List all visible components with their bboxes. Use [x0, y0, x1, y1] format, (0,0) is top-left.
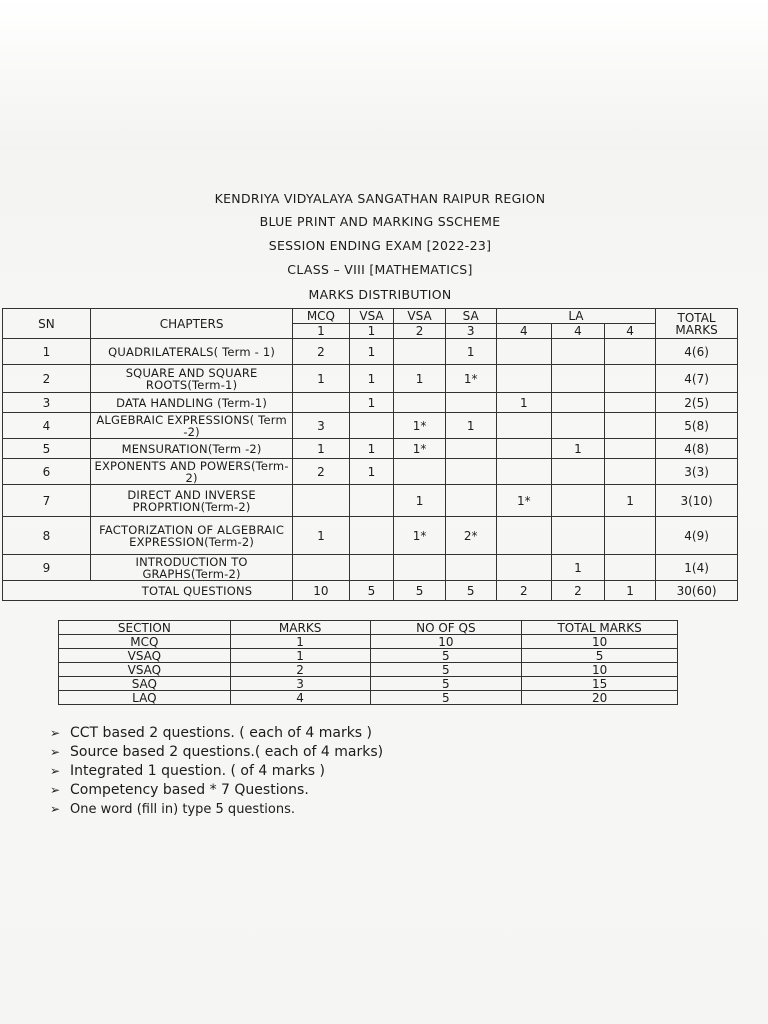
count-cell [551, 413, 604, 439]
row-sn: 2 [3, 365, 91, 393]
count-cell [605, 339, 656, 365]
summary-row [59, 691, 678, 705]
marks-cell: 2 [394, 324, 445, 339]
count-cell [496, 339, 551, 365]
count-cell [349, 517, 394, 555]
count-cell: 1 [605, 485, 656, 517]
chapter-row [3, 439, 738, 459]
count-cell: 1 [293, 365, 349, 393]
count-cell [551, 485, 604, 517]
count-cell: 1 [551, 439, 604, 459]
totals-label: TOTAL QUESTIONS [3, 581, 293, 601]
summary-cell: 4 [230, 691, 370, 705]
count-cell: 1 [349, 339, 394, 365]
chapter-name: QUADRILATERALS( Term - 1) [90, 339, 292, 365]
row-sn: 4 [3, 413, 91, 439]
marks-cell: 4 [605, 324, 656, 339]
count-cell [605, 365, 656, 393]
table-caption: MARKS DISTRIBUTION [308, 287, 452, 302]
summary-cell: 5 [370, 663, 522, 677]
count-cell [394, 459, 445, 485]
count-cell [496, 439, 551, 459]
chapter-name: SQUARE AND SQUARE ROOTS(Term-1) [90, 365, 292, 393]
count-cell [551, 517, 604, 555]
summary-cell: 20 [522, 691, 678, 705]
note-item [50, 762, 383, 781]
total-count-cell: 5 [349, 581, 394, 601]
summary-col-count: NO OF QS [370, 621, 522, 635]
row-total: 5(8) [656, 413, 738, 439]
note-item [50, 781, 383, 800]
count-cell [394, 339, 445, 365]
marks-cell: 4 [496, 324, 551, 339]
row-sn: 9 [3, 555, 91, 581]
count-cell: 1* [394, 439, 445, 459]
count-cell: 1* [445, 365, 496, 393]
summary-cell: 5 [370, 649, 522, 663]
summary-col-marks: MARKS [230, 621, 370, 635]
count-cell [605, 393, 656, 413]
row-total: 1(4) [656, 555, 738, 581]
count-cell [551, 459, 604, 485]
chapter-name: ALGEBRAIC EXPRESSIONS( Term -2) [90, 413, 292, 439]
count-cell [445, 393, 496, 413]
count-cell: 1 [349, 459, 394, 485]
header-row [3, 309, 738, 324]
count-cell: 2* [445, 517, 496, 555]
count-cell [445, 555, 496, 581]
count-cell: 1 [394, 365, 445, 393]
summary-cell: 2 [230, 663, 370, 677]
marks-distribution-table [2, 308, 738, 601]
count-cell [496, 459, 551, 485]
note-text: Integrated 1 question. ( of 4 marks ) [70, 763, 326, 779]
col-vsa-1: VSA [349, 309, 394, 324]
chapter-name: DIRECT AND INVERSE PROPRTION(Term-2) [90, 485, 292, 517]
page-shadow [0, 0, 768, 150]
summary-row [59, 663, 678, 677]
count-cell [605, 555, 656, 581]
chapter-row [3, 339, 738, 365]
summary-cell: 5 [370, 677, 522, 691]
row-total: 2(5) [656, 393, 738, 413]
class-subject: CLASS – VIII [MATHEMATICS] [287, 262, 473, 277]
exam-session: SESSION ENDING EXAM [2022-23] [268, 238, 492, 253]
row-sn: 7 [3, 485, 91, 517]
note-text: CCT based 2 questions. ( each of 4 marks ) [70, 725, 373, 741]
note-text: Competency based * 7 Questions. [70, 782, 309, 798]
count-cell [496, 517, 551, 555]
chapter-row [3, 365, 738, 393]
chapter-name: FACTORIZATION OF ALGEBRAIC EXPRESSION(Term-2) [90, 517, 292, 555]
count-cell: 2 [293, 339, 349, 365]
note-item [50, 724, 383, 743]
row-total: 3(10) [656, 485, 738, 517]
count-cell [605, 459, 656, 485]
count-cell [293, 555, 349, 581]
row-sn: 3 [3, 393, 91, 413]
section-summary-table [58, 620, 678, 705]
count-cell [605, 439, 656, 459]
summary-cell: 10 [522, 635, 678, 649]
count-cell [445, 459, 496, 485]
count-cell: 1* [394, 413, 445, 439]
col-total: TOTAL MARKS [656, 309, 738, 339]
total-count-cell: 1 [605, 581, 656, 601]
arrow-bullet-icon: ➢ [50, 802, 61, 816]
col-sn: SN [3, 309, 91, 339]
total-count-cell: 5 [445, 581, 496, 601]
row-total: 4(8) [656, 439, 738, 459]
summary-header-row [59, 621, 678, 635]
count-cell [293, 393, 349, 413]
count-cell [293, 485, 349, 517]
grand-total: 30(60) [656, 581, 738, 601]
summary-cell: MCQ [59, 635, 231, 649]
totals-row [3, 581, 738, 601]
chapter-row [3, 393, 738, 413]
count-cell: 1 [445, 413, 496, 439]
chapter-name: INTRODUCTION TO GRAPHS(Term-2) [90, 555, 292, 581]
note-text: One word (fill in) type 5 questions. [70, 802, 296, 817]
summary-cell: 15 [522, 677, 678, 691]
summary-cell: 10 [522, 663, 678, 677]
summary-row [59, 649, 678, 663]
chapter-row [3, 517, 738, 555]
arrow-bullet-icon: ➢ [50, 726, 61, 740]
count-cell: 1 [293, 517, 349, 555]
count-cell: 1 [551, 555, 604, 581]
summary-cell: 1 [230, 649, 370, 663]
count-cell: 1 [496, 393, 551, 413]
row-total: 4(7) [656, 365, 738, 393]
note-item [50, 743, 383, 762]
note-item [50, 800, 383, 819]
summary-cell: 1 [230, 635, 370, 649]
school-title: KENDRIYA VIDYALAYA SANGATHAN RAIPUR REGION [214, 191, 546, 206]
arrow-bullet-icon: ➢ [50, 745, 61, 759]
count-cell: 1 [293, 439, 349, 459]
col-mcq: MCQ [293, 309, 349, 324]
summary-cell: 10 [370, 635, 522, 649]
count-cell: 1 [349, 393, 394, 413]
total-count-cell: 2 [551, 581, 604, 601]
chapter-row [3, 555, 738, 581]
total-count-cell: 10 [293, 581, 349, 601]
marks-cell: 1 [293, 324, 349, 339]
summary-row [59, 635, 678, 649]
col-chapters: CHAPTERS [90, 309, 292, 339]
count-cell [394, 393, 445, 413]
count-cell: 2 [293, 459, 349, 485]
col-la: LA [496, 309, 655, 324]
summary-row [59, 677, 678, 691]
count-cell: 1* [394, 517, 445, 555]
total-count-cell: 5 [394, 581, 445, 601]
count-cell: 1 [394, 485, 445, 517]
arrow-bullet-icon: ➢ [50, 783, 61, 797]
count-cell [551, 393, 604, 413]
row-total: 4(6) [656, 339, 738, 365]
summary-cell: SAQ [59, 677, 231, 691]
note-text: Source based 2 questions.( each of 4 marks) [70, 744, 384, 760]
count-cell [394, 555, 445, 581]
count-cell [349, 485, 394, 517]
summary-cell: 5 [522, 649, 678, 663]
notes-list [50, 724, 383, 819]
chapter-name: DATA HANDLING (Term-1) [90, 393, 292, 413]
summary-cell: VSAQ [59, 649, 231, 663]
summary-col-total: TOTAL MARKS [522, 621, 678, 635]
count-cell: 3 [293, 413, 349, 439]
total-count-cell: 2 [496, 581, 551, 601]
document-title: BLUE PRINT AND MARKING SSCHEME [259, 214, 501, 229]
marks-cell: 3 [445, 324, 496, 339]
count-cell [605, 413, 656, 439]
count-cell [551, 365, 604, 393]
marks-cell: 1 [349, 324, 394, 339]
count-cell [605, 517, 656, 555]
row-sn: 1 [3, 339, 91, 365]
count-cell [445, 439, 496, 459]
count-cell [445, 485, 496, 517]
arrow-bullet-icon: ➢ [50, 764, 61, 778]
chapter-name: EXPONENTS AND POWERS(Term-2) [90, 459, 292, 485]
row-sn: 6 [3, 459, 91, 485]
count-cell: 1* [496, 485, 551, 517]
col-vsa-2: VSA [394, 309, 445, 324]
chapter-row [3, 413, 738, 439]
count-cell [496, 365, 551, 393]
summary-col-section: SECTION [59, 621, 231, 635]
count-cell [349, 413, 394, 439]
count-cell [349, 555, 394, 581]
col-sa: SA [445, 309, 496, 324]
count-cell [551, 339, 604, 365]
marks-cell: 4 [551, 324, 604, 339]
summary-cell: VSAQ [59, 663, 231, 677]
count-cell [496, 555, 551, 581]
summary-cell: LAQ [59, 691, 231, 705]
summary-cell: 3 [230, 677, 370, 691]
count-cell: 1 [349, 439, 394, 459]
chapter-row [3, 485, 738, 517]
count-cell: 1 [445, 339, 496, 365]
chapter-name: MENSURATION(Term -2) [90, 439, 292, 459]
row-sn: 5 [3, 439, 91, 459]
row-total: 4(9) [656, 517, 738, 555]
count-cell [496, 413, 551, 439]
count-cell: 1 [349, 365, 394, 393]
row-sn: 8 [3, 517, 91, 555]
summary-cell: 5 [370, 691, 522, 705]
chapter-row [3, 459, 738, 485]
row-total: 3(3) [656, 459, 738, 485]
